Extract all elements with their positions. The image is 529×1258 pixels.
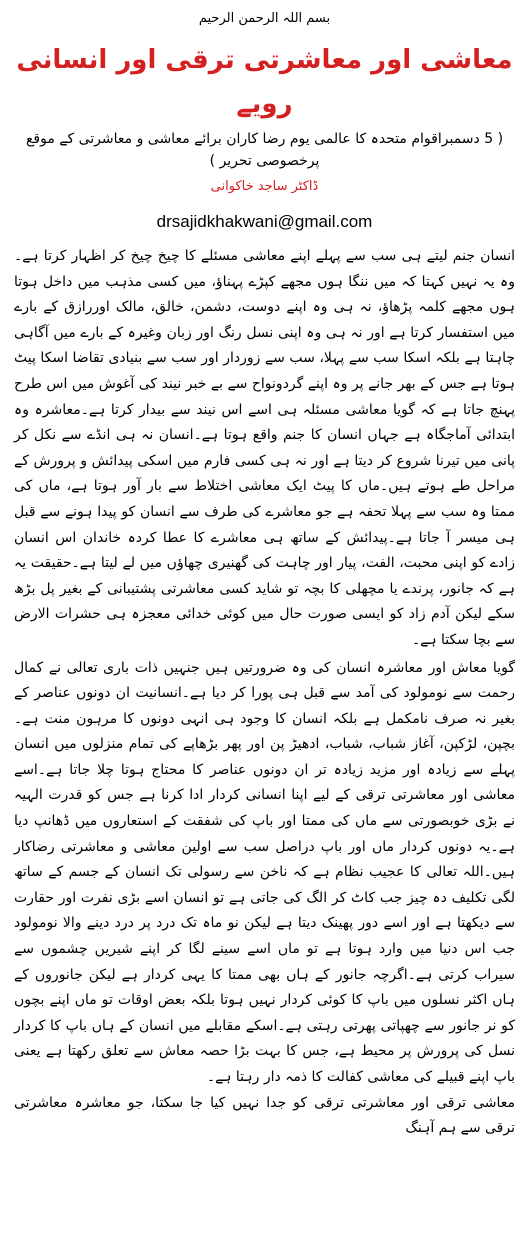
paragraph-2: گویا معاش اور معاشرہ انسان کی وہ ضرورتیں ہیں جنہیں ذات باری تعالی نے کمال رحمت سے نومولود کی آمد سے قبل ہی پورا کر دیا ہے۔انسانیت ان دونوں عناصر کے بغیر نہ صرف نامکمل ہے بلکہ انسان کا وجود ہی انہی دونوں کا مرہون منت ہے۔بچپن، لڑکپن، آغاز شباب، شباب، ادھیڑ پن اور پھر بڑھاپے کی تمام منزلوں میں انسان پہلے سے زیادہ اور مزید زیادہ تر ان دونوں عناصر کا محتاج ہوتا چلا جاتا ہے۔اسے معاشی اور معاشرتی ترقی کے لیے اپنا انسانی کردار ادا کرنا ہے جس کو قدرت الہیہ نے بڑی خوبصورتی سے ماں کی ممتا اور باپ کی شفقت کے استعاروں میں ڈھانپ دیا ہے۔یہ دونوں کردار ماں اور باپ دراصل سب سے اولین معاشی و معاشرتی رضاکار ہیں۔اللہ تعالی کا عجیب نظام ہے کہ ناخن سے رسولی تک انسان کے جسم کے ساتھ لگی تکلیف دہ چیز جب کاٹ کر الگ کی جاتی ہے تو انسان اسے بڑی نفرت اور حقارت سے دیکھتا ہے اور اسے دور پھینک دیتا ہے لیکن نو ماہ تک درد پر درد دینے والا نومولود جب اس دنیا میں وارد ہوتا ہے تو ماں اسے سینے لگا کر اپنے شیریں چشموں سے سیراب کرتی ہے۔اگرچہ جانور کے ہاں بھی ممتا کا یہی کردار ہے لیکن جانوروں کے ہاں اکثر نسلوں میں باپ کا کوئی کردار نہیں ہوتا بلکہ بعض اوقات تو ماں اپنے بچوں کو نر جانور سے چھپاتی پھرتی رہتی ہے۔اسکے مقابلے میں انسان کے ہاں باپ کا کردار نسل کی پرورش پر محیط ہے، جس کا بہت بڑا حصہ معاش سے تعلق رکھتا ہے یعنی باپ اپنے قبیلے کی معاشی کفالت کا ذمہ دار رہتا ہے۔ — [14, 659, 515, 1085]
author-name: ڈاکٹر ساجد خاکوانی — [210, 179, 319, 194]
article-subtitle: ( 5 دسمبراقوام متحدہ کا عالمی یوم رضا کاران برائے معاشی و معاشرتی کے موقع پرخصوصی تحریر ) — [25, 131, 504, 169]
article-title: معاشی اور معاشرتی ترقی اور انسانی رویے — [16, 45, 513, 119]
author-email: drsajidkhakwani@gmail.com — [156, 212, 373, 231]
bismillah-heading: بسم اللہ الرحمن الرحیم — [198, 11, 331, 26]
paragraph-3: معاشی ترقی اور معاشرتی ترقی کو جدا نہیں کیا جا سکتا، جو معاشرہ معاشرتی ترقی سے ہم آہنگ — [14, 1094, 515, 1137]
paragraph-1: انسان جنم لیتے ہی سب سے پہلے اپنے معاشی مسئلے کا چیخ چیخ کر اظہار کرتا ہے۔وہ یہ نہیں کہتا کہ میں ننگا ہوں مجھے کپڑے پہناؤ، میں کسی مذہب میں داخل ہوتا ہوں مجھے کلمہ پڑھاؤ، نہ ہی وہ اپنے دوست، دشمن، خالق، مالک اوررازق کے بارے میں استفسار کرتا ہے اور نہ ہی وہ اپنی نسل رنگ اور زبان وغیرہ کے بارے میں آگاہی چاہتا ہے بلکہ اسکا سب سے پہلا، سب سے زوردار اور سب سے بنیادی تقاضا اسکا پیٹ ہوتا ہے جس کے بھر جانے پر وہ اپنے گردونواح سے بے خبر نیند کی آغوش میں اس طرح پہنچ جاتا ہے کہ گویا معاشی مسئلہ ہی اسے اس نیند سے بیدار کرتا ہے۔معاشرہ وہ ابتدائی آماجگاہ ہے جہاں انسان کا جنم واقع ہوتا ہے۔انسان نہ ہی انڈے سے نکل کر پانی میں تیرنا شروع کر دیتا ہے اور نہ ہی کسی فارم میں اسکی پیدائش و پرورش کے مراحل طے ہوتے ہیں۔ماں کا پیٹ ایک معاشی اختلاط سے بار آور ہوتا ہے، ماں کی ممتا وہ سب سے پہلا تحفہ ہے جو معاشرے کی طرف سے انسان کو پیدا ہونے سے قبل ہی میسر آ جاتا ہے۔پیدائش کے ساتھ ہی معاشرے کا عطا کردہ خاندان اس انسان زادے کو اپنی محبت، الفت، پیار اور چاہت کی گھنیری چھاؤں میں لے لیتا ہے۔حقیقت یہ ہے کہ جانور، پرندے یا مچھلی کا بچہ تو شاید کسی معاشرتی پشتیبانی کے بغیر پل بڑھ سکے لیکن آدم زاد کو ایسی صورت حال میں کوئی خدائی معجزہ ہی حشرات الارض سے بچا سکتا ہے۔ — [14, 248, 515, 648]
article-body — [14, 244, 515, 1142]
